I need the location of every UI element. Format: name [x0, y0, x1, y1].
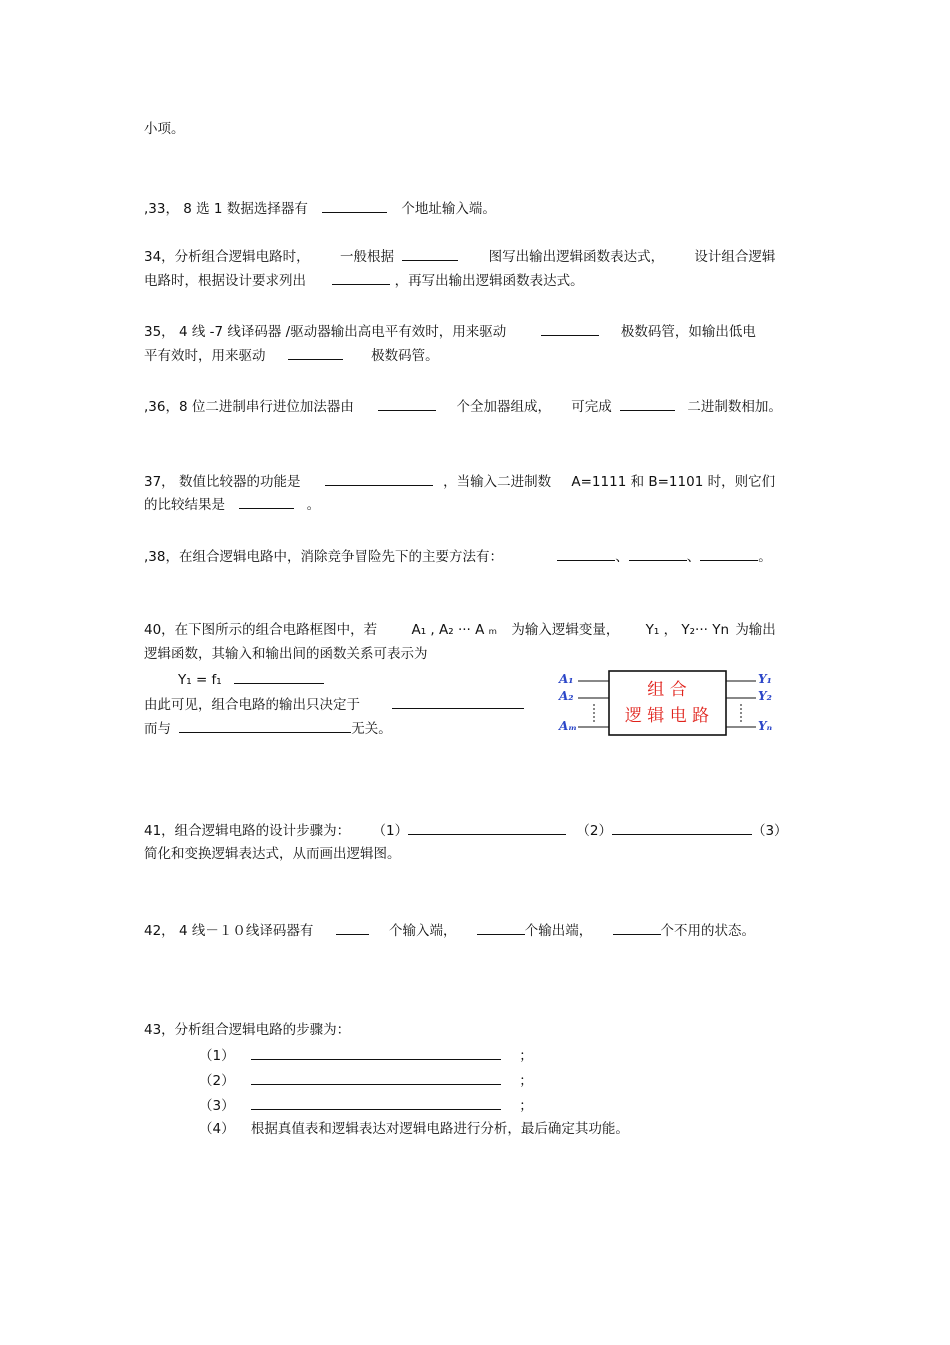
q33-blank[interactable]	[322, 199, 387, 213]
q43-n3: （3）	[199, 1098, 235, 1114]
q41-blank1[interactable]	[408, 821, 566, 835]
q43-n4: （4）	[199, 1121, 235, 1137]
input-label-a1: A₁	[559, 672, 574, 686]
q36-part2: 个全加器组成，	[456, 399, 551, 415]
q36-part3: 可完成	[571, 399, 612, 415]
question-40-line5	[144, 719, 392, 738]
q42-blank3[interactable]	[613, 921, 661, 935]
q35-blank1[interactable]	[541, 322, 599, 336]
q38-blank3[interactable]	[700, 547, 758, 561]
circuit-box-line2: 逻 辑 电 路	[624, 706, 710, 726]
question-38	[144, 547, 772, 566]
q40-formula: Y₁ = f₁	[178, 672, 222, 688]
q42-part1: 42， 4 线－１０线译码器有	[144, 923, 314, 939]
q37-part5: 。	[306, 497, 321, 513]
input-label-am: Aₘ	[559, 719, 578, 733]
q34-part3: 图写出输出逻辑函数表达式，	[488, 249, 665, 265]
q40-part6: 而与	[144, 721, 171, 737]
question-43-step4	[199, 1120, 629, 1138]
question-37-line1	[144, 472, 775, 491]
q43-blank2[interactable]	[251, 1071, 501, 1085]
q43-n1: （1）	[199, 1048, 235, 1064]
q43-semi1: ；	[519, 1048, 533, 1064]
q36-part1: ,36，8 位二进制串行进位加法器由	[144, 399, 354, 415]
question-37-line2	[144, 495, 320, 514]
q40-part3: 为输出	[735, 622, 776, 638]
q42-blank1[interactable]	[336, 921, 369, 935]
q40-part5: 由此可见，组合电路的输出只决定于	[144, 697, 360, 713]
question-40-line1	[144, 621, 776, 639]
q41-part2: 简化和变换逻辑表达式，从而画出逻辑图。	[144, 846, 401, 862]
q40-input-vars: A₁ , A₂ ··· A ₘ	[411, 622, 498, 638]
q43-step4-text: 根据真值表和逻辑表达对逻辑电路进行分析，最后确定其功能。	[250, 1121, 629, 1137]
q38-blank1[interactable]	[557, 547, 615, 561]
q35-part3: 平有效时，用来驱动	[144, 348, 266, 364]
q40-blank-formula[interactable]	[234, 670, 324, 684]
question-36	[144, 397, 782, 416]
question-40-line2	[144, 645, 428, 663]
q40-part7: 无关。	[351, 721, 392, 737]
q37-blank1[interactable]	[325, 472, 433, 486]
q37-blank2[interactable]	[239, 495, 294, 509]
question-42	[144, 921, 755, 940]
q43-semi2: ；	[519, 1073, 533, 1089]
q35-blank2[interactable]	[288, 346, 343, 360]
q37-part4: 的比较结果是	[144, 497, 225, 513]
question-43-step1	[199, 1046, 533, 1065]
q34-part5: 电路时，根据设计要求列出	[144, 273, 306, 289]
output-label-y1: Y₁	[758, 672, 772, 686]
q43-blank1[interactable]	[251, 1046, 501, 1060]
q38-part1: ,38，在组合逻辑电路中，消除竞争冒险先下的主要方法有：	[144, 549, 503, 565]
question-40-line4	[144, 695, 524, 714]
q42-blank2[interactable]	[477, 921, 525, 935]
q36-part4: 二进制数相加。	[687, 399, 782, 415]
q37-part3: A=1111 和 B=1101 时，则它们	[571, 474, 776, 490]
q42-part2: 个输入端，	[388, 923, 457, 939]
q40-output-vars: Y₁ ， Y₂··· Yn	[645, 622, 730, 638]
q38-sep2: 、	[686, 549, 701, 565]
q41-step2-label: （2）	[576, 823, 612, 839]
question-34-line1	[144, 247, 775, 266]
q42-part3: 个输出端，	[524, 923, 593, 939]
question-43-title	[144, 1021, 350, 1039]
q34-part6: ，再写出输出逻辑函数表达式。	[394, 273, 584, 289]
q38-end: 。	[758, 549, 772, 565]
q40-part1: 40，在下图所示的组合电路框图中，若	[144, 622, 378, 638]
q43-blank3[interactable]	[251, 1096, 501, 1110]
q38-blank2[interactable]	[629, 547, 687, 561]
question-35-line2	[144, 346, 439, 365]
output-label-y2: Y₂	[758, 689, 772, 703]
question-43-step3	[199, 1096, 533, 1115]
q33-suffix: 个地址输入端。	[401, 201, 496, 217]
q36-blank1[interactable]	[378, 397, 436, 411]
question-34-line2	[144, 271, 584, 290]
q34-part4: 设计组合逻辑	[694, 249, 776, 265]
question-41-line2	[144, 845, 401, 863]
input-label-a2: A₂	[559, 689, 574, 703]
q35-part1: 35， 4 线 -7 线译码器 /驱动器输出高电平有效时，用来驱动	[144, 324, 507, 340]
q40-blank1[interactable]	[392, 695, 524, 709]
q35-part2: 极数码管，如输出低电	[620, 324, 756, 340]
question-33	[144, 199, 496, 218]
q40-part4: 逻辑函数，其输入和输出间的函数关系可表示为	[144, 646, 428, 662]
intro-text: 小项。	[144, 121, 185, 137]
q42-part4: 个不用的状态。	[660, 923, 756, 939]
q34-part2: 一般根据	[339, 249, 394, 265]
output-label-yn: Yₙ	[758, 719, 773, 733]
q41-blank2[interactable]	[612, 821, 752, 835]
q34-blank2[interactable]	[332, 271, 390, 285]
q41-part1: 41，组合逻辑电路的设计步骤为：	[144, 823, 351, 839]
q40-part2: 为输入逻辑变量，	[511, 622, 620, 638]
circuit-box-line1: 组 合	[647, 680, 687, 700]
q33-prefix: ,33， 8 选 1 数据选择器有	[144, 201, 308, 217]
q36-blank2[interactable]	[620, 397, 675, 411]
q40-blank2[interactable]	[179, 719, 351, 733]
question-43-step2	[199, 1071, 533, 1090]
q43-n2: （2）	[199, 1073, 235, 1089]
q37-part1: 37， 数值比较器的功能是	[144, 474, 301, 490]
question-41-line1	[144, 821, 788, 840]
q43-semi3: ；	[519, 1098, 533, 1114]
q34-blank1[interactable]	[402, 247, 458, 261]
question-35-line1	[144, 322, 756, 341]
q38-sep1: 、	[615, 549, 629, 565]
q43-title: 43，分析组合逻辑电路的步骤为：	[144, 1022, 351, 1038]
q41-step3-label: （3）	[751, 823, 788, 839]
q34-part1: 34，分析组合逻辑电路时，	[144, 249, 310, 265]
q37-part2: ，当输入二进制数	[443, 474, 552, 490]
q41-step1-label: （1）	[372, 823, 409, 839]
q35-part4: 极数码管。	[371, 348, 439, 364]
question-40-formula	[178, 670, 324, 689]
combinational-circuit-diagram	[556, 668, 781, 738]
